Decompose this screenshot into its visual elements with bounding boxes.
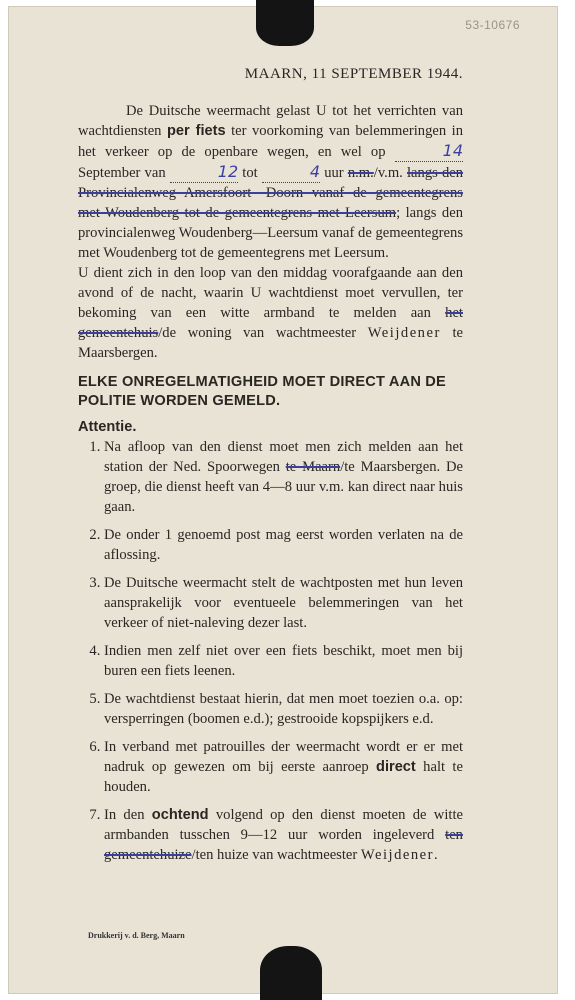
handwritten-day: 14 [395,141,463,162]
intro-text: September van [78,165,166,181]
intro-text: De Duitsche weermacht gelast U tot het verrichten van wachtdiensten [78,103,463,139]
struck-gemeentehuis: het gemeentehuis [78,305,463,341]
rule-text: Indien men zelf niet over een fiets beschikt, moet men bij buren een fiets leenen. [104,643,463,679]
intro-text: ter voorkoming van belemmeringen in het verkeer op de openbare wegen, en wel op [78,123,463,160]
per-fiets-bold: per fiets [166,123,226,139]
ochtend-bold: ochtend [151,807,209,823]
intro-text: ; langs den provincialenweg Woudenberg—Leersum vanaf de gemeentegrens met Woudenberg tot de gemeentegrens met Leersum. [78,205,463,261]
rule-text: In verband met patrouilles der weermacht wordt er er met nadruk op gewezen om bij eerste aanroep [104,739,463,775]
intro-paragraph-1 [78,101,463,263]
rule-item [104,805,463,865]
name-weijdener: Weijdener [360,847,435,863]
struck-gemeentehuize: ten gemeentehuize [104,827,463,863]
rule-item [104,737,463,797]
rule-item [104,689,463,729]
rule-text: /ten huize van wachtmeester [191,847,358,863]
name-weijdener: Weijdener [367,325,441,341]
archive-number: 53-10676 [465,18,520,32]
rule-item [104,525,463,565]
attentie-heading: Attentie. [78,419,137,435]
rule-text: De onder 1 genoemd post mag eerst worden verlaten na de aflossing. [104,527,463,563]
intro-text: tot [242,165,258,181]
struck-nm: n.m. [347,165,374,181]
rules-list [78,437,463,865]
intro-text: uur [324,165,344,181]
rule-item [104,641,463,681]
punch-hole-bottom [260,946,322,1000]
intro-text: te Maarsbergen. [78,325,463,361]
rule-text: . [434,847,438,863]
rule-text: /te Maarsbergen. De groep, die dienst heeft van 4—8 uur v.m. kan direct naar huis gaan. [104,459,463,515]
direct-bold: direct [376,759,416,775]
rule-text: De wachtdienst bestaat hierin, dat men moet toezien o.a. op: versperringen (boomen e.d.); gestrooide kopspijkers e.d. [104,691,463,727]
struck-maarn: te Maarn [285,459,341,475]
intro-text: /de woning van wachtmeester [158,325,357,341]
punch-hole-top [256,0,314,46]
rule-text: halt te houden. [104,759,463,795]
rule-text: De Duitsche weermacht stelt de wachtposten met hun leven aansprakelijk voor eventueele belemmeringen van het verkeer of niet-naleving dezer last. [104,575,463,631]
struck-route: langs den Provincialenweg Amersfoort—Doorn vanaf de gemeentegrens met Woudenberg tot de gemeentegrens met Leersum [78,165,464,221]
rule-item [104,573,463,633]
intro-paragraph-2 [78,263,463,363]
handwritten-to-hour: 4 [262,162,320,183]
intro-text: U dient zich in den loop van den middag voorafgaande aan den avond of de nacht, waarin U wachtdienst moet vervullen, ter bekoming van een witte armband te melden aan [78,265,463,321]
document-content [78,66,463,873]
rule-text: In den [104,807,145,823]
date-line: MAARN, 11 SEPTEMBER 1944. [244,66,463,82]
rule-text: volgend op den dienst moeten de witte armbanden tusschen 9—12 uur worden ingeleverd [104,807,463,843]
warning-heading: ELKE ONREGELMATIGHEID MOET DIRECT AAN DE POLITIE WORDEN GEMELD. [78,374,446,409]
handwritten-from-hour: 12 [170,162,238,183]
document-sheet [8,6,558,994]
rule-text: Na afloop van den dienst moet men zich melden aan het station der Ned. Spoorwegen [104,439,463,475]
rule-item [104,437,463,517]
intro-text: /v.m. [373,165,403,181]
printer-credit: Drukkerij v. d. Berg, Maarn [88,931,185,940]
